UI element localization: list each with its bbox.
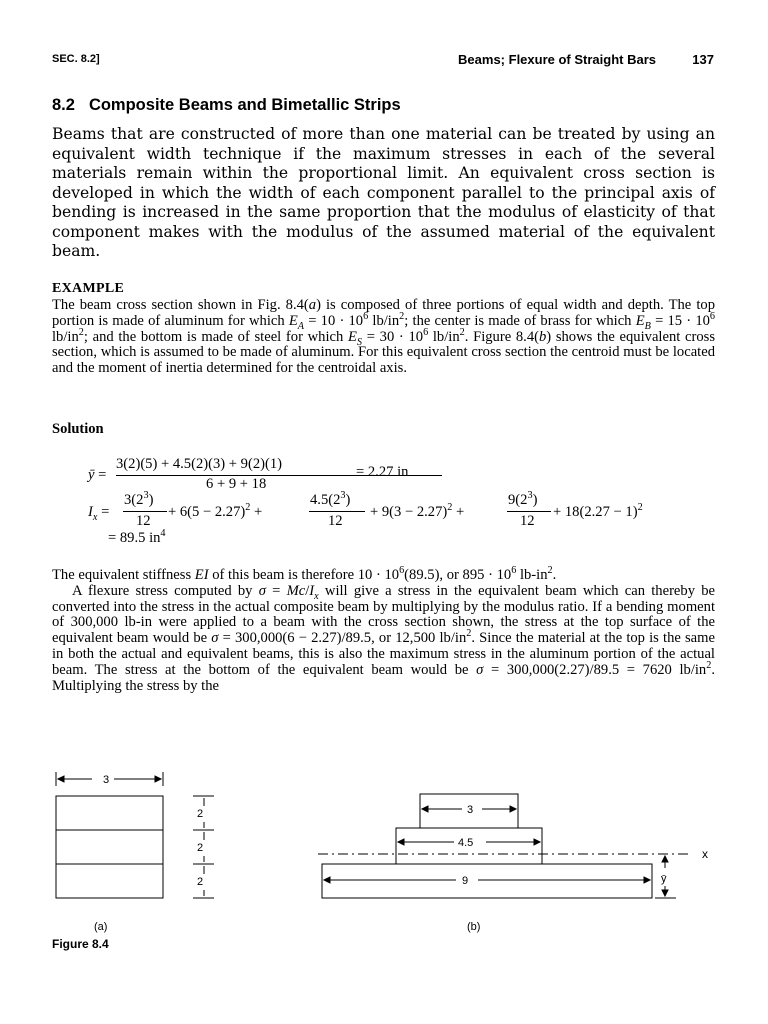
running-header [52,50,714,70]
example-heading: EXAMPLE [52,281,125,296]
figure-b-mid-width: 4.5 [458,837,474,849]
ybar-denominator: 6 + 9 + 18 [206,476,267,492]
intro-paragraph: Beams that are constructed of more than one material can be treated by using an equivalent width technique if the maximum stresses in each of the several materials remain within the proportional limit. An equivalent cross section is developed in which the width of each component parallel to the principal axis of bending is increased in the same proportion that the modulus of elasticity of that component makes with the modulus of the assumed material of the equivalent beam. [52,125,715,260]
ybar-numerator: 3(2)(5) + 4.5(2)(3) + 9(2)(1) [116,456,282,472]
figure-a-height-2: 2 [197,842,204,854]
ybar-equation: ȳ = 3(2)(5) + 4.5(2)(3) + 9(2)(1) 6 + 9 + 18 = 2.27 in [88,456,448,496]
figure-caption: Figure 8.4 [52,937,109,951]
figure-a-width: 3 [103,774,110,786]
solution-heading: Solution [52,421,104,437]
header-chapter-title: Beams; Flexure of Straight Bars [458,52,656,67]
section-title: Composite Beams and Bimetallic Strips [88,96,401,114]
figure-a [56,772,214,898]
section-number: 8.2 [52,96,75,114]
figure-b [318,794,690,898]
example-text: The beam cross section shown in Fig. 8.4(a) is composed of three portions of equal width and depth. The top portion is made of aluminum for which $E_A = 10 \cdot 10^6$ $lb/in^2$; the center is made of brass for which $E_B = 15 \cdot 10^6$ $lb/in^2$; and the bottom is made of steel for which $E_S = 30 \cdot 10^6$ $lb/in^2$. Figure 8.4(b) shows the equivalent cross section, which is assumed to be made of aluminum. For this equivalent cross section the centroid must be located and the moment of inertia determined for the centroidal axis. [52,297,716,377]
ix-equation: $I_x$ = $3(2^3)$ 12 + $6(5 - 2.27)^2$ + $4.5(2^3)$ 12 + $9(3 - 2.27)^2$ + $9(2^3)$ 12 + $18(2.27 - 1)^2$ [88,490,643,529]
figure-b-axis-label: x [702,847,708,861]
header-section: SEC. 8.2] [52,53,100,65]
figure-a-height-3: 2 [197,876,204,888]
figure-b-ybar-label: ȳ [661,873,667,885]
figure-b-bot-width: 9 [462,875,469,887]
figure-b-label: (b) [467,921,481,933]
header-page-number: 137 [692,52,714,67]
figure-a-height-1: 2 [197,808,204,820]
discussion-text: The equivalent stiffness EI of this beam is therefore $10 \cdot 10^6(89.5)$, or $895 \cdot 10^6$ $lb-in^2$. A flexure stress computed by $\sigma = Mc/I_x$ will give a stress in the equivalent beam which can thereby be converted into the stress in the actual composite beam by multiplying by the modulus ratio. If a bending moment of 300,000 lb-in were applied to a beam with the cross section shown, the stress at the top surface of the equivalent beam would be σ = 300,000(6 − 2.27)/89.5, or 12,500 $lb/in^2$. Since the material at the top is the same in both the actual and equivalent beams, this is also the maximum stress in the aluminum portion of the actual beam. The stress at the bottom of the equivalent beam would be σ = 300,000(2.27)/89.5 = 7620 $lb/in^2$. Multiplying the stress by the [52,565,715,694]
figure-8-4 [0,764,768,964]
section-heading [52,96,401,115]
ybar-result: = 2.27 in [356,464,409,480]
figure-a-label: (a) [94,921,108,933]
figure-b-top-width: 3 [467,804,474,816]
ix-result: = 89.5 $in^4$ [108,528,166,546]
